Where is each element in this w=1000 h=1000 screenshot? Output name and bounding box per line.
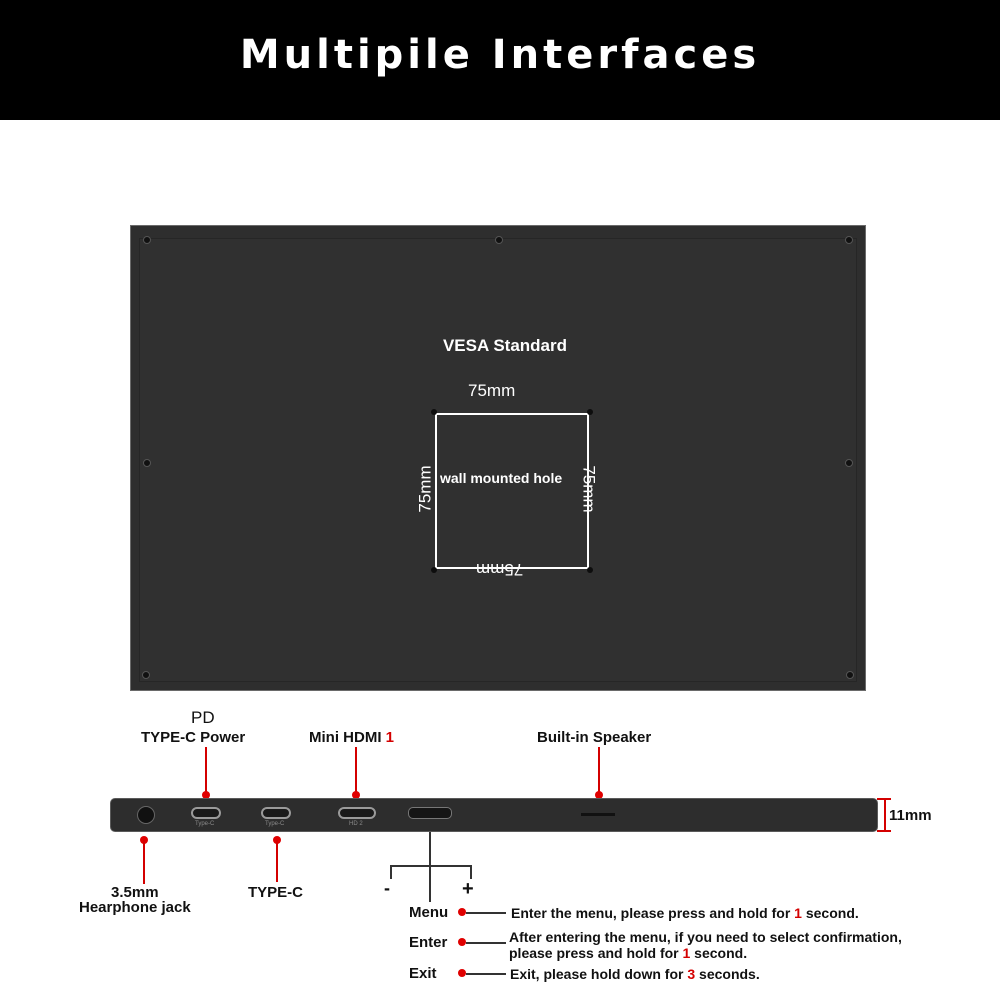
plus-label: + [462,878,474,900]
enter-button-label: Enter [409,934,448,951]
enter-arrow-line [466,942,506,944]
vesa-standard-title: VESA Standard [442,336,568,355]
corner-screw [143,236,151,244]
exit-description: Exit, please hold down for 3 seconds. [510,966,760,982]
speaker-slot [581,813,615,816]
mount-hole [431,567,437,573]
corner-screw [142,671,150,679]
built-in-speaker-label: Built-in Speaker [537,729,652,746]
headphone-jack-label: Hearphone jack [79,899,191,916]
rocker-minus-tick [390,865,392,879]
wall-mounted-hole-label: wall mounted hole [440,470,563,486]
monitor-back-view [130,225,866,691]
port-marking: Type-C [265,821,285,827]
menu-rocker-switch [408,807,452,819]
exit-dot [458,969,466,977]
port-marking: Type-C [195,821,215,827]
edge-screw [143,459,151,467]
rocker-axis-line [390,865,472,867]
menu-dot [458,908,466,916]
typec-label: TYPE-C [248,884,304,901]
vesa-dim-right: 75mm [579,465,599,513]
monitor-back-panel [139,238,857,682]
monitor-side-profile [110,798,878,832]
exit-arrow-line [466,973,506,975]
menu-description: Enter the menu, please press and hold for 1 second. [511,905,859,921]
typec-port [261,807,291,819]
vesa-dim-left: 75mm [415,465,435,513]
rocker-plus-tick [470,865,472,879]
callout-line [598,747,600,795]
pd-label: PD [191,708,215,727]
mount-hole [431,409,437,415]
vesa-mount-square [435,413,589,569]
vesa-dim-top: 75mm [468,381,516,400]
callout-line [143,840,145,884]
vesa-dim-bottom: 75mm [476,560,524,579]
edge-screw [495,236,503,244]
corner-screw [845,236,853,244]
menu-button-label: Menu [409,904,449,921]
typec-power-label: TYPE-C Power [141,729,246,746]
thickness-bracket-bottom [877,830,891,832]
minus-label: - [384,878,390,898]
thickness-label: 11mm [889,807,932,824]
banner-title: Multipile Interfaces [239,32,761,78]
typec-power-port [191,807,221,819]
enter-description: After entering the menu, if you need to select confirmation, please press and hold for 1 second. [509,929,902,961]
headphone-jack [137,806,155,824]
exit-button-label: Exit [409,965,437,982]
mini-hdmi-port [338,807,376,819]
callout-line [276,840,278,882]
mount-hole [587,567,593,573]
port-marking: HD 2 [349,821,363,827]
menu-arrow-line [466,912,506,914]
thickness-bracket [884,798,886,832]
headphone-size-label: 3.5mm [111,884,159,901]
edge-screw [845,459,853,467]
corner-screw [846,671,854,679]
callout-line [205,747,207,795]
header-banner [0,0,1000,120]
thickness-bracket-top [877,798,891,800]
callout-line [355,747,357,795]
enter-dot [458,938,466,946]
mount-hole [587,409,593,415]
rocker-callout-line [429,832,431,902]
mini-hdmi-label: Mini HDMI 1 [309,729,395,746]
